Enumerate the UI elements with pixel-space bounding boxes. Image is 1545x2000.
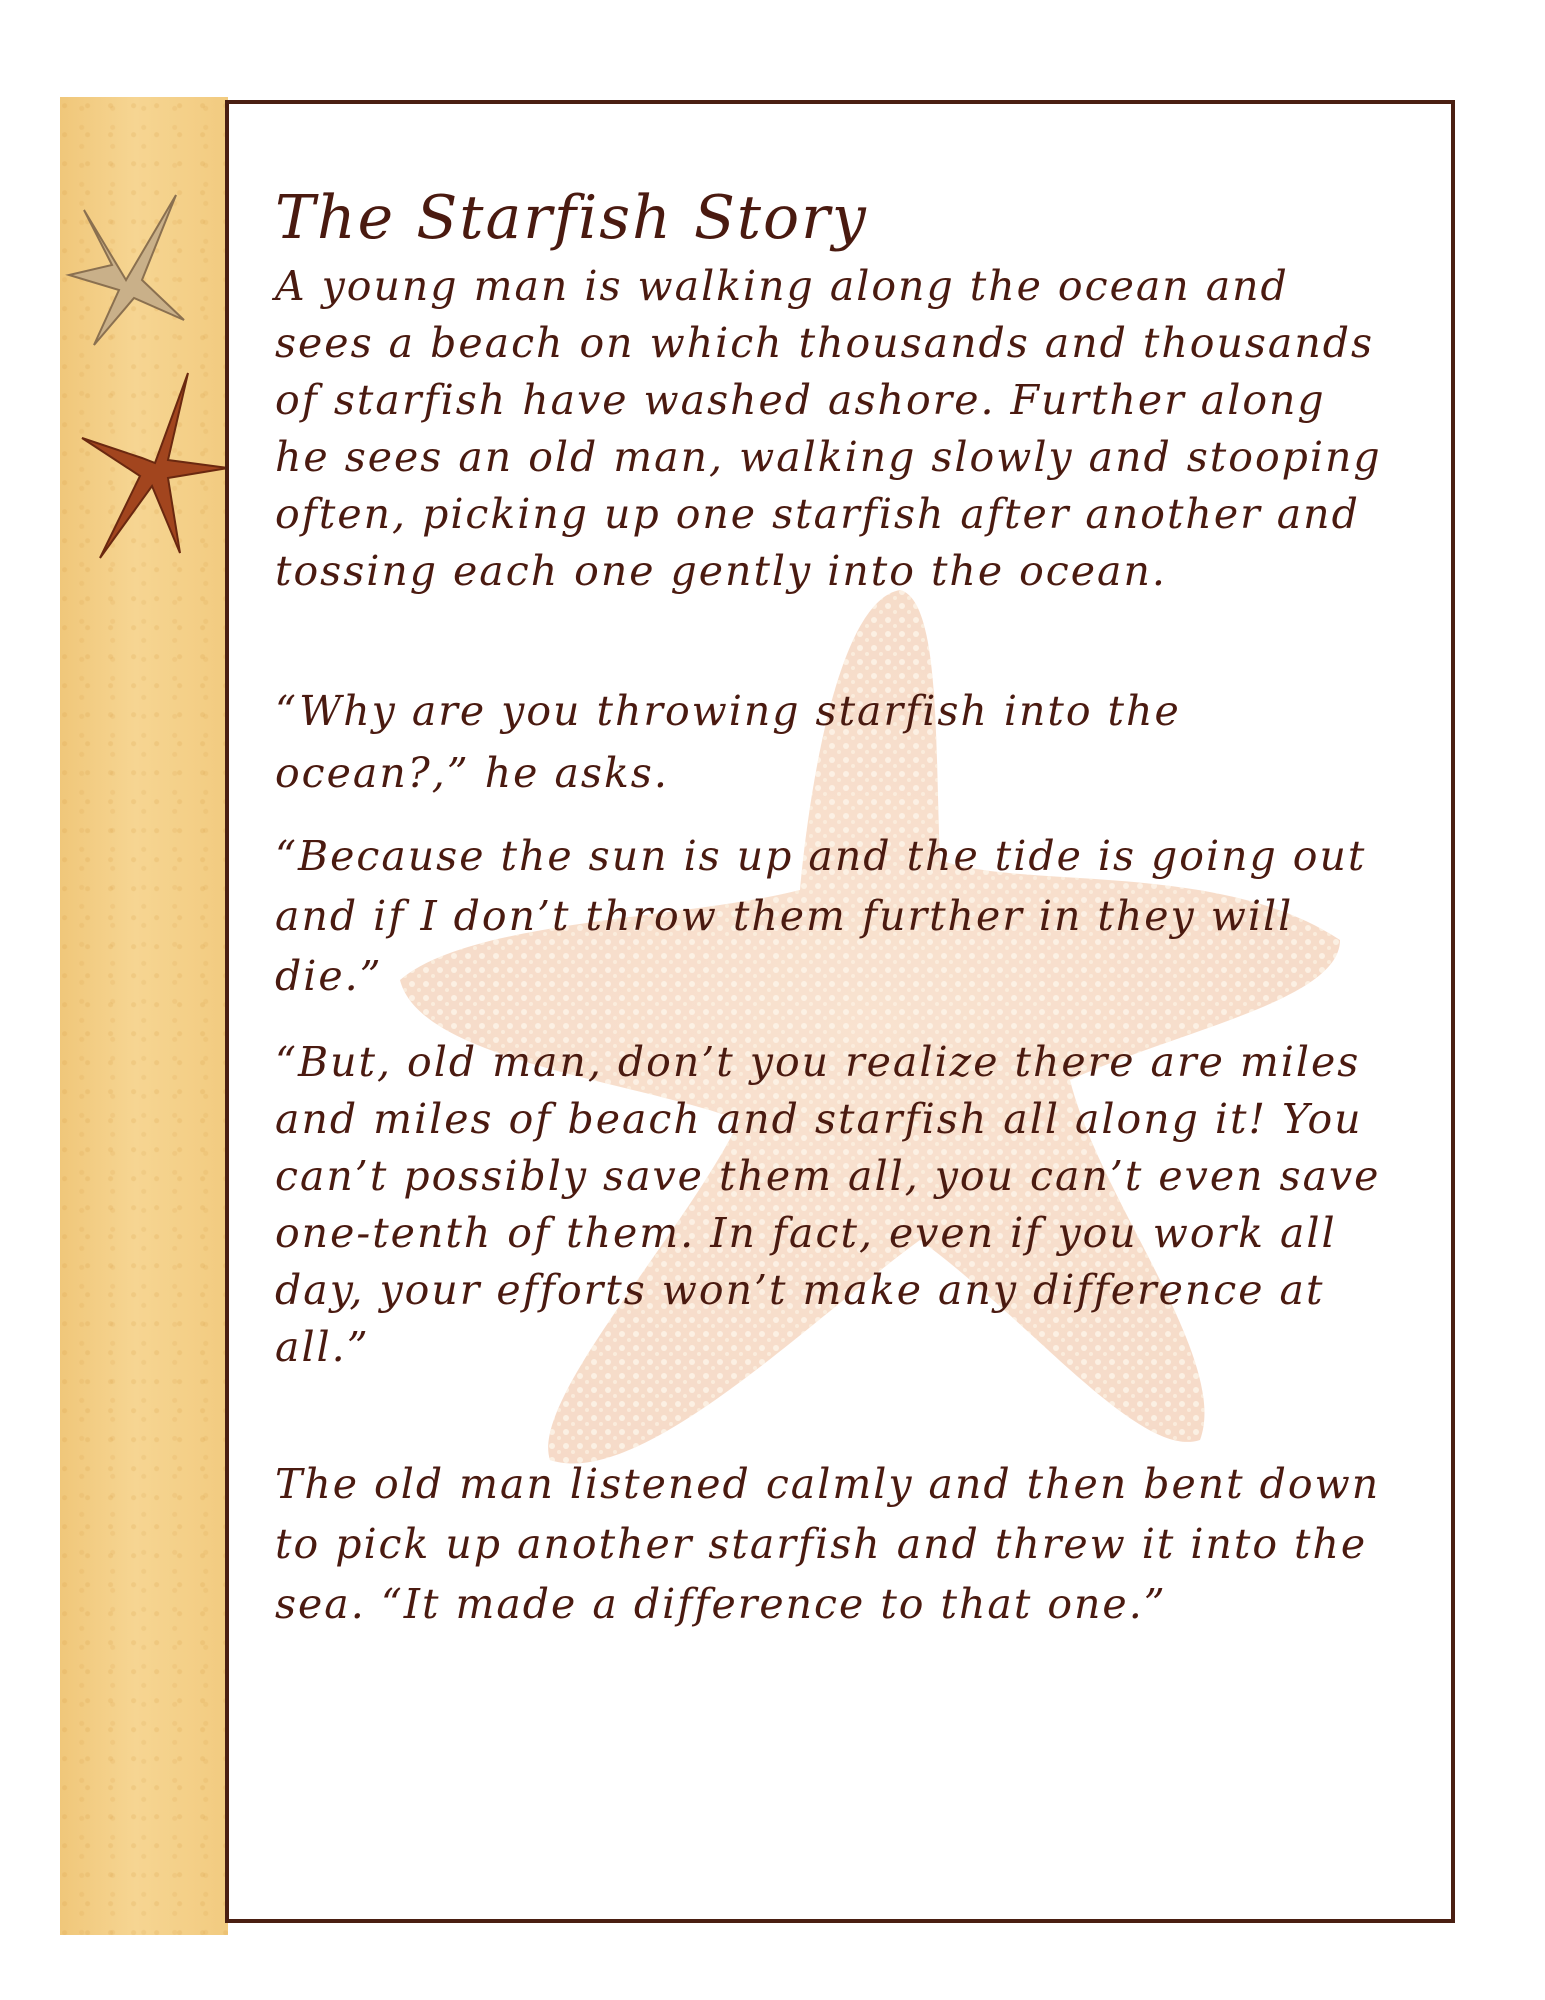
story-paragraph: “Because the sun is up and the tide is going out and if I don’t throw them further in they will die.” bbox=[275, 832, 1367, 1000]
starfish-icon bbox=[80, 368, 230, 578]
story-title: The Starfish Story bbox=[275, 183, 868, 253]
story-paragraph: The old man listened calmly and then bent down to pick up another starfish and threw it into the sea. “It made a difference to that one.” bbox=[275, 1460, 1381, 1628]
starfish-icon bbox=[64, 180, 194, 380]
story-content bbox=[275, 178, 1385, 1634]
story-paragraph: “But, old man, don’t you realize there are miles and miles of beach and starfish all along it! You can’t possibly save them all, you can’t even save one-tenth of them. In fact, even if you work all day, your efforts won’t make any difference at all.” bbox=[275, 1038, 1381, 1371]
story-paragraph: A young man is walking along the ocean and sees a beach on which thousands and thousands of starfish have washed ashore. Further along he sees an old man, walking slowly and stooping often, picking up one starfish after another and tossing each one gently into the ocean. bbox=[275, 262, 1382, 595]
story-paragraph: “Why are you throwing starfish into the ocean?,” he asks. bbox=[275, 687, 1181, 797]
